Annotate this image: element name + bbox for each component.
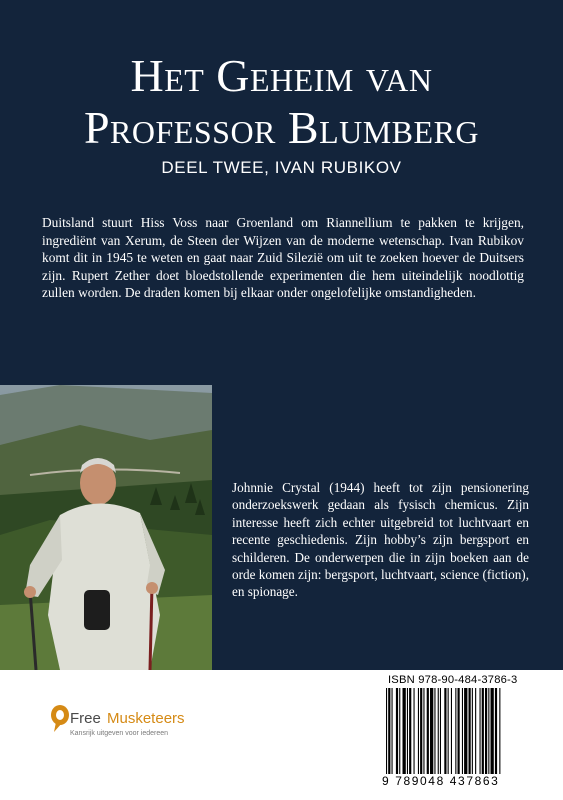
barcode-bar <box>448 688 449 774</box>
barcode-bar <box>438 688 439 774</box>
isbn-label: ISBN 978-90-484-3786-3 <box>388 674 518 686</box>
barcode-bar <box>388 688 390 774</box>
barcode-bar <box>472 688 473 774</box>
barcode-bar <box>499 688 500 774</box>
author-photo <box>0 385 212 670</box>
barcode-bar <box>418 688 419 774</box>
isbn-barcode <box>380 672 553 794</box>
publisher-name-free: Free <box>70 710 101 727</box>
speech-bubble-logo-icon <box>50 704 70 734</box>
barcode-bar <box>462 688 463 774</box>
barcode-bar <box>434 688 435 774</box>
barcode-bar <box>420 688 422 774</box>
barcode-bar <box>491 688 494 774</box>
barcode-bar <box>414 688 415 774</box>
barcode-bar <box>444 688 446 774</box>
author-bio: Johnnie Crystal (1944) heeft tot zijn pensionering onderzoekswerk gedaan als fysisch chemicus. Zijn interesse heeft zich echter uitgebreid tot luchtvaart en recente geschiedenis. Zijn hobby’s zijn bergsport en schilderen. De onderwerpen die in zijn boeken aan de orde komen zijn: bergsport, luchtvaart, science (fiction), en spionage. <box>232 480 529 600</box>
barcode-digits: 9 789048 437863 <box>382 774 500 788</box>
barcode-bar <box>409 688 411 774</box>
barcode-bar <box>451 688 452 774</box>
book-subtitle: DEEL TWEE, IVAN RUBIKOV <box>161 158 402 177</box>
barcode-bar <box>480 688 481 774</box>
barcode-bar <box>488 688 489 774</box>
barcode-bar <box>495 688 497 774</box>
book-title-line-1: Het Geheim van <box>130 50 433 101</box>
barcode-bar <box>407 688 408 774</box>
publisher-name-musketeers: Musketeers <box>107 710 185 727</box>
barcode-bar <box>386 688 387 774</box>
barcode-bar <box>392 688 393 774</box>
publisher-tagline: Kansrijk uitgeven voor iedereen <box>70 730 169 737</box>
book-title-line-2: Professor Blumberg <box>83 102 480 153</box>
barcode-bar <box>399 688 400 774</box>
barcode-bar <box>427 688 429 774</box>
barcode-bar <box>475 688 476 774</box>
book-blurb: Duitsland stuurt Hiss Voss naar Groenland om Riannellium te pakken te krijgen, ingrediënt van Xerum, de Steen der Wijzen van de moderne wetenschap. Ivan Rubikov komt dit in 1945 te weten en gaat naar Zuid Silezië om uit te zoeken hoever de Duitsers zijn. Rupert Zether doet bloedstollende experimenten die hem uiteindelijk noodlottig zullen worden. De draden komen bij elkaar onder ongelofelijke omstandigheden. <box>42 215 524 300</box>
barcode-bar <box>485 688 487 774</box>
back-cover-footer <box>0 670 563 800</box>
barcode-bars <box>384 688 549 774</box>
barcode-bar <box>482 688 484 774</box>
author-photo-image <box>0 385 212 670</box>
barcode-bar <box>403 688 406 774</box>
barcode-bar <box>458 688 460 774</box>
barcode-bar <box>469 688 471 774</box>
barcode-bar <box>440 688 441 774</box>
barcode-bar <box>455 688 456 774</box>
barcode-bar <box>396 688 398 774</box>
barcode-bar <box>464 688 467 774</box>
barcode-bar <box>430 688 433 774</box>
book-title <box>0 50 563 154</box>
publisher-logo <box>50 698 210 758</box>
barcode-bar <box>423 688 424 774</box>
